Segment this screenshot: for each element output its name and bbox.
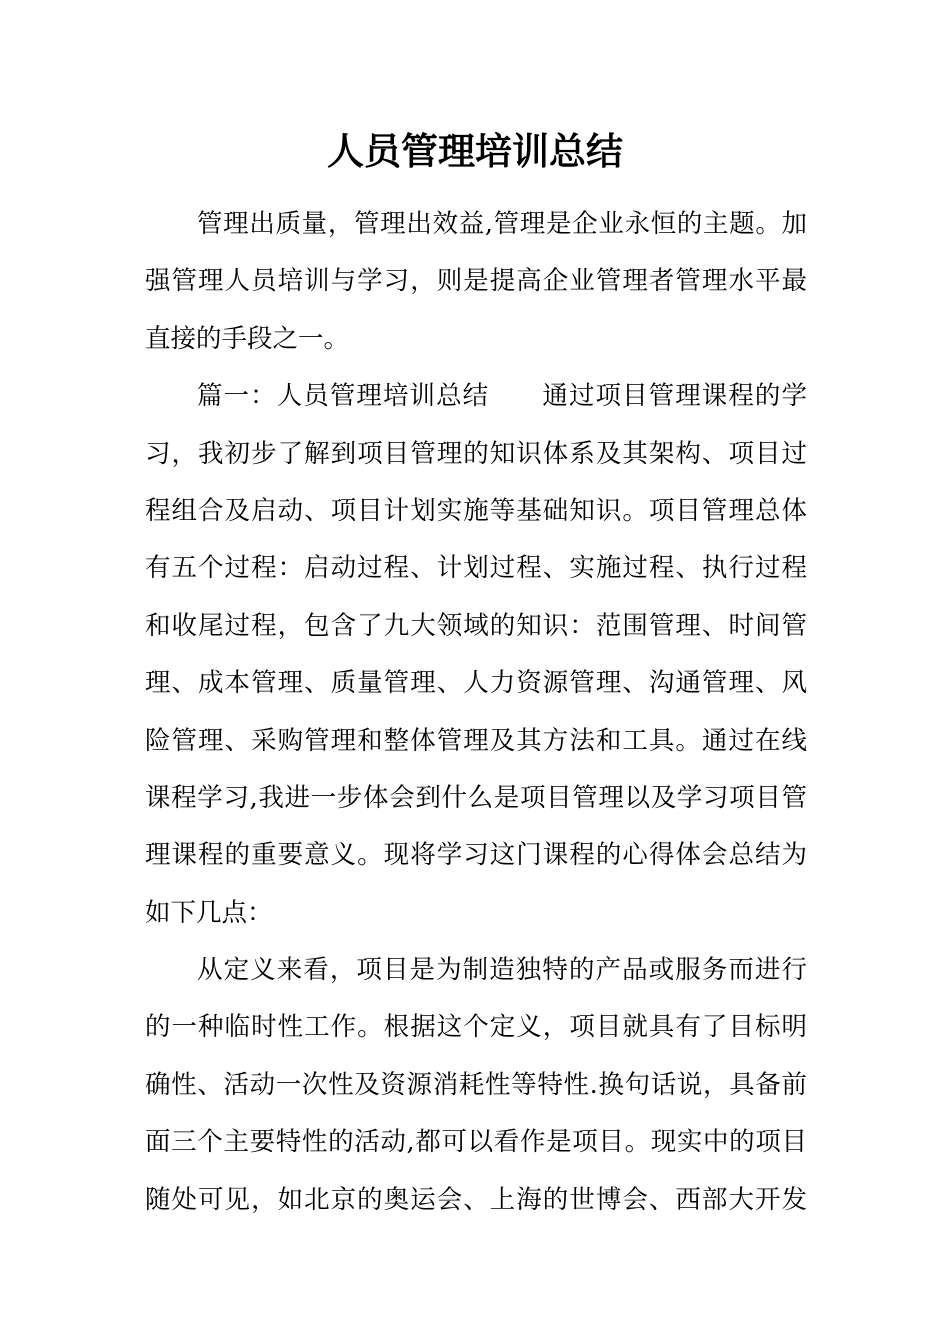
text-line: 如下几点： (145, 897, 273, 928)
text-line: 程组合及启动、项目计划实施等基础知识。项目管理总体 (145, 495, 807, 526)
text-line: 随处可见，如北京的奥运会、上海的世博会、西部大开发 (145, 1184, 807, 1215)
text-line: 理课程的重要意义。现将学习这门课程的心得体会总结为 (145, 840, 807, 871)
text-line: 和收尾过程，包含了九大领域的知识：范围管理、时间管 (145, 610, 807, 641)
text-line: 强管理人员培训与学习，则是提高企业管理者管理水平最 (145, 266, 807, 297)
document-title: 人员管理培训总结 (327, 130, 623, 173)
text-line: 险管理、采购管理和整体管理及其方法和工具。通过在线 (145, 725, 807, 756)
text-line: 面三个主要特性的活动,都可以看作是项目。现实中的项目 (145, 1127, 807, 1158)
text-line: 的一种临时性工作。根据这个定义，项目就具有了目标明 (145, 1012, 807, 1043)
text-line: 篇一：人员管理培训总结 通过项目管理课程的学 (197, 381, 807, 412)
text-line: 有五个过程：启动过程、计划过程、实施过程、执行过程 (145, 553, 807, 584)
text-line: 直接的手段之一。 (145, 323, 350, 354)
text-line: 从定义来看，项目是为制造独特的产品或服务而进行 (197, 955, 807, 986)
document-body (145, 196, 807, 1229)
text-line: 理、成本管理、质量管理、人力资源管理、沟通管理、风 (145, 668, 807, 699)
text-line: 课程学习,我进一步体会到什么是项目管理以及学习项目管 (145, 782, 807, 813)
text-line: 确性、活动一次性及资源消耗性等特性.换句话说，具备前 (145, 1069, 807, 1100)
text-line: 管理出质量，管理出效益,管理是企业永恒的主题。加 (197, 209, 807, 239)
text-line: 习，我初步了解到项目管理的知识体系及其架构、项目过 (145, 438, 807, 469)
